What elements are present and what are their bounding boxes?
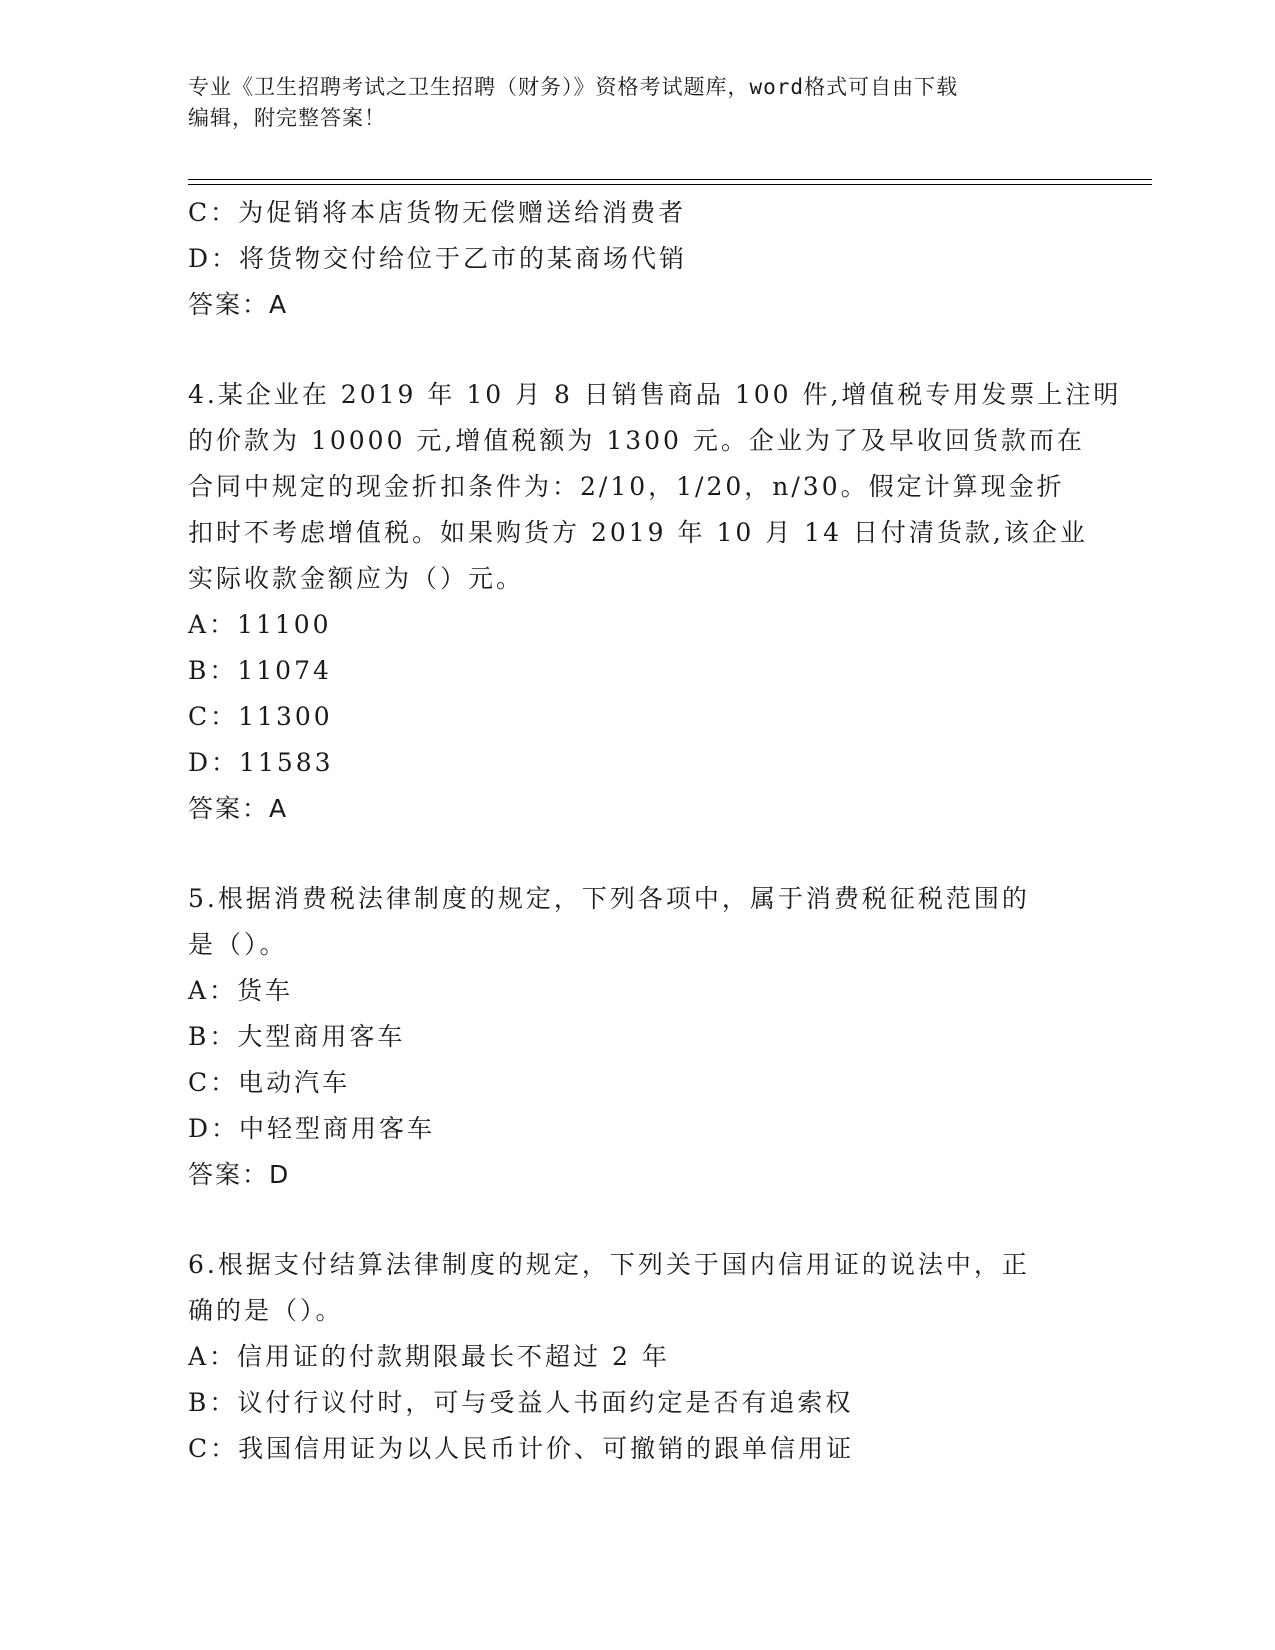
question-stem-line: 的价款为 10000 元,增值税额为 1300 元。企业为了及早收回货款而在 (188, 426, 1085, 455)
answer-line: 答案：D (188, 1160, 291, 1189)
question-5 (188, 876, 1088, 1198)
document-body (188, 190, 1122, 1472)
question-4 (188, 372, 1122, 832)
answer-line: 答案：A (188, 290, 289, 319)
option-a: A：货车 (188, 976, 294, 1005)
header-line-1: 专业《卫生招聘考试之卫生招聘（财务）》资格考试题库，word格式可自由下载 (188, 75, 959, 99)
question-stem-line: 确的是（）。 (188, 1296, 344, 1325)
page-header (188, 72, 1068, 134)
option-b: B：议付行议付时，可与受益人书面约定是否有追索权 (188, 1388, 854, 1417)
question-6 (188, 1242, 1088, 1472)
question-stem-line: 合同中规定的现金折扣条件为：2/10，1/20，n/30。假定计算现金折 (188, 472, 1065, 501)
question-stem-line: 5.根据消费税法律制度的规定，下列各项中，属于消费税征税范围的 (188, 884, 1030, 913)
header-line-2: 编辑，附完整答案！ (188, 106, 386, 130)
option-a: A：信用证的付款期限最长不超过 2 年 (188, 1342, 670, 1371)
option-d: D：中轻型商用客车 (188, 1114, 436, 1143)
question-stem-line: 扣时不考虑增值税。如果购货方 2019 年 10 月 14 日付清货款,该企业 (188, 518, 1088, 547)
option-d: D：11583 (188, 748, 334, 777)
option-c: C：我国信用证为以人民币计价、可撤销的跟单信用证 (188, 1434, 855, 1463)
option-b: B：大型商用客车 (188, 1022, 406, 1051)
option-c: C：电动汽车 (188, 1068, 351, 1097)
question-stem-line: 是（）。 (188, 930, 288, 959)
header-double-rule (188, 179, 1152, 185)
option-d: D：将货物交付给位于乙市的某商场代销 (188, 244, 688, 273)
option-b: B：11074 (188, 656, 332, 685)
option-a: A：11100 (188, 610, 332, 639)
answer-line: 答案：A (188, 794, 289, 823)
question-3-tail (188, 190, 1088, 328)
question-stem-line: 4.某企业在 2019 年 10 月 8 日销售商品 100 件,增值税专用发票上注明 (188, 380, 1122, 409)
question-stem-line: 实际收款金额应为（）元。 (188, 564, 525, 593)
question-stem-line: 6.根据支付结算法律制度的规定，下列关于国内信用证的说法中，正 (188, 1250, 1030, 1279)
option-c: C：为促销将本店货物无偿赠送给消费者 (188, 198, 687, 227)
option-c: C：11300 (188, 702, 333, 731)
